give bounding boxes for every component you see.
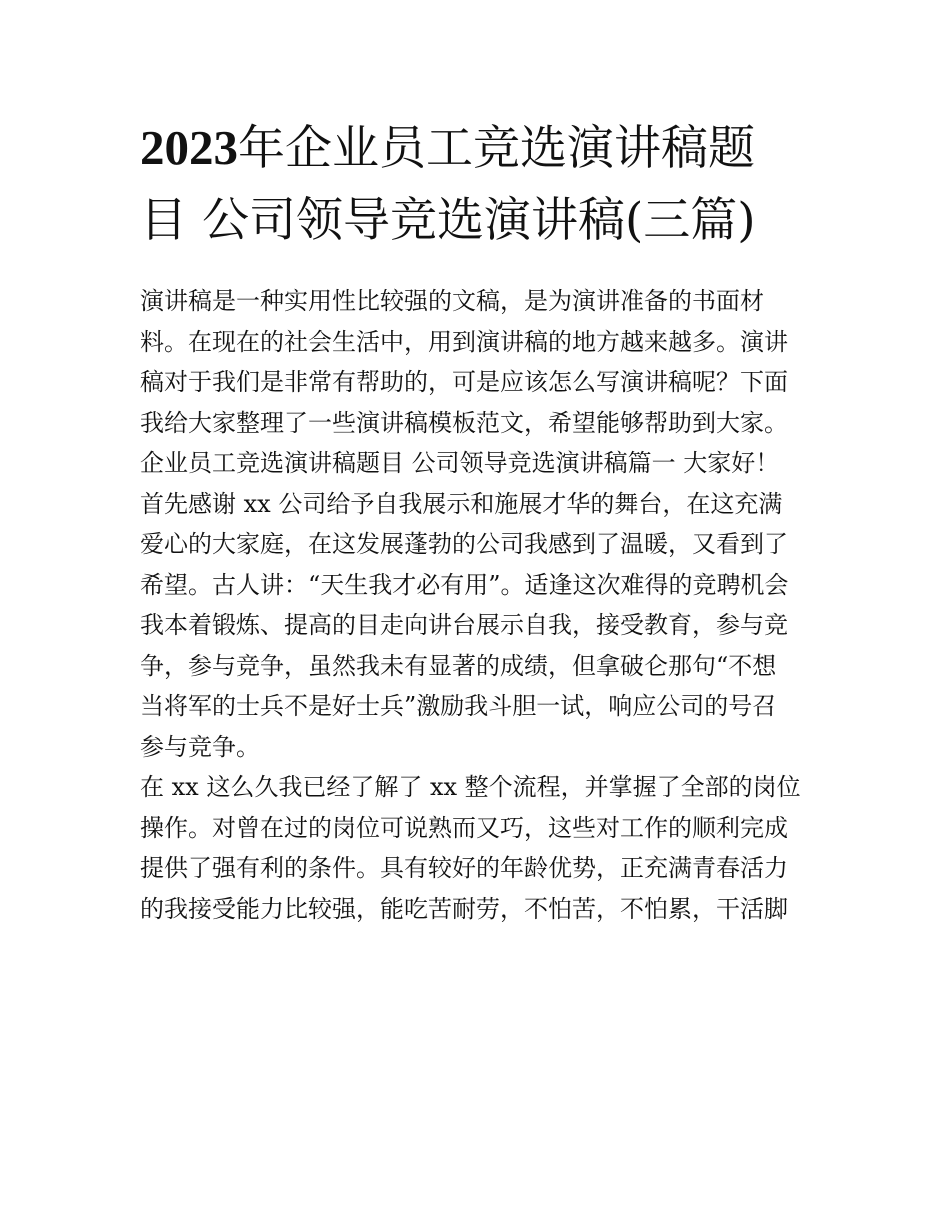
- body-line: 企业员工竞选演讲稿题目 公司领导竞选演讲稿篇一 大家好！: [140, 449, 780, 477]
- body-line: 演讲稿是一种实用性比较强的文稿，是为演讲准备的书面材: [140, 287, 764, 315]
- body-line: 爱心的大家庭，在这发展蓬勃的公司我感到了温暖，又看到了: [140, 530, 788, 558]
- document-title: [140, 112, 820, 257]
- body-line: 争，参与竞争，虽然我未有显著的成绩，但拿破仑那句“不想: [140, 651, 777, 680]
- body-line: 我给大家整理了一些演讲稿模板范文，希望能够帮助到大家。: [140, 408, 788, 437]
- document-body: [140, 281, 820, 929]
- title-year: 2023: [140, 120, 238, 175]
- body-line: 料。在现在的社会生活中，用到演讲稿的地方越来越多。演讲: [140, 327, 788, 356]
- title-line1-text: 年企业员工竞选演讲稿题: [238, 121, 755, 176]
- body-line: 参与竞争。: [140, 732, 260, 761]
- body-line: 在 xx 这么久我已经了解了 xx 整个流程，并掌握了全部的岗位: [140, 773, 801, 801]
- body-line: 当将军的士兵不是好士兵”激励我斗胆一试，响应公司的号召: [140, 692, 777, 720]
- body-line: 首先感谢 xx 公司给予自我展示和施展才华的舞台，在这充满: [140, 489, 783, 518]
- body-line: 我本着锻炼、提高的目走向讲台展示自我，接受教育，参与竞: [140, 611, 788, 639]
- body-line: 提供了强有利的条件。具有较好的年龄优势，正充满青春活力: [140, 854, 788, 882]
- body-line: 的我接受能力比较强，能吃苦耐劳，不怕苦，不怕累，干活脚: [140, 894, 788, 923]
- body-line: 操作。对曾在过的岗位可说熟而又巧，这些对工作的顺利完成: [140, 813, 788, 842]
- body-line: 稿对于我们是非常有帮助的，可是应该怎么写演讲稿呢？下面: [140, 368, 788, 396]
- title-line2-text: 目 公司领导竞选演讲稿(三篇): [140, 193, 756, 248]
- body-line: 希望。古人讲：“天生我才必有用”。适逢这次难得的竞聘机会: [140, 570, 789, 599]
